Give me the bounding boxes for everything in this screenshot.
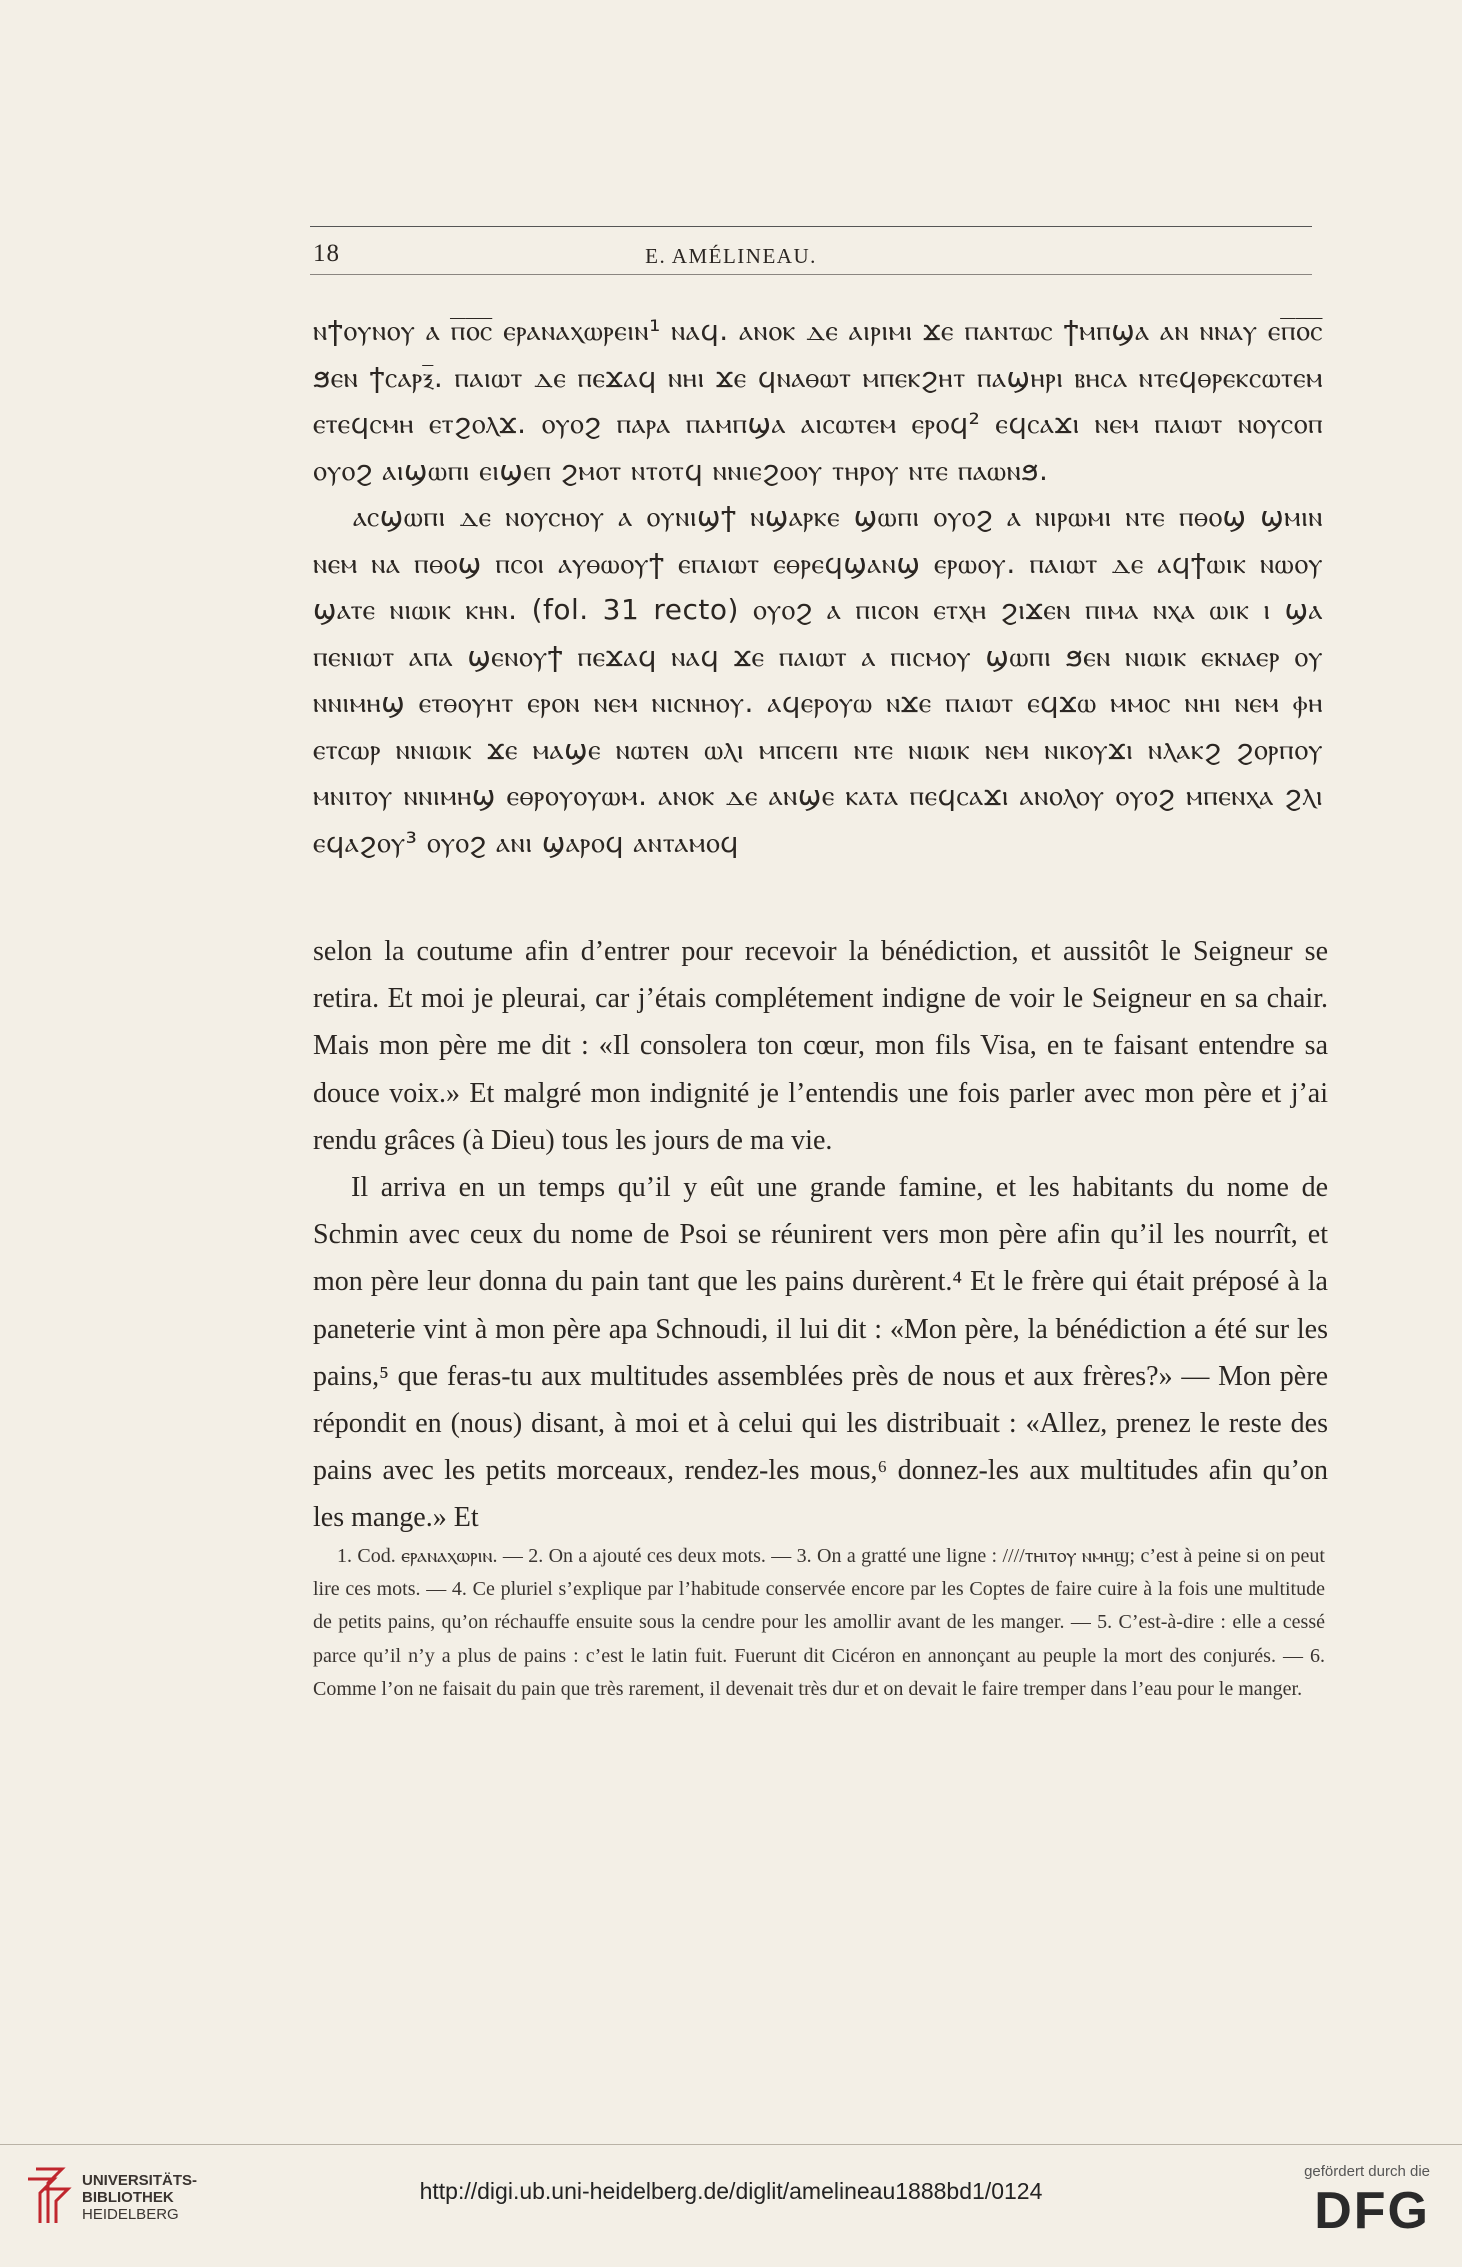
library-name-line-3: HEIDELBERG bbox=[82, 2206, 179, 2223]
top-rule bbox=[310, 226, 1312, 227]
dfg-logo[interactable]: DFG bbox=[1314, 2182, 1430, 2240]
footer-rule bbox=[0, 2144, 1462, 2145]
header-rule bbox=[310, 274, 1312, 275]
footer-bar bbox=[0, 2145, 1462, 2267]
funded-by-label: gefördert durch die bbox=[1304, 2163, 1430, 2180]
french-translation-block bbox=[313, 928, 1328, 1542]
page-number: 18 bbox=[313, 240, 340, 267]
running-title: E. AMÉLINEAU. bbox=[645, 244, 817, 268]
coptic-paragraph-1: ⲛϯⲟⲩⲛⲟⲩ ⲁ ⲡ̅ⲟ̅ⲥ̅ ⲉⲣⲁⲛⲁⲭⲱⲣⲉⲓⲛ¹ ⲛⲁϥ. ⲁⲛⲟⲕ ⲇⲉ ⲁⲓⲣⲓⲙⲓ ϫⲉ ⲡⲁⲛⲧⲱⲥ ϯⲙⲡϣⲁ ⲁⲛ ⲛⲛⲁⲩ ⲉⲡ̅ⲟ̅ⲥ̅ ϧⲉⲛ ϯⲥⲁⲣⲝ̅. ⲡⲁⲓⲱⲧ ⲇⲉ ⲡⲉϫⲁϥ ⲛⲏⲓ ϫⲉ ϥⲛⲁⲑⲱⲧ ⲙⲡⲉⲕϩⲏⲧ ⲡⲁϣⲏⲣⲓ ⲃⲏⲥⲁ ⲛⲧⲉϥⲑⲣⲉⲕⲥⲱⲧⲉⲙ ⲉⲧⲉϥⲥⲙⲏ ⲉⲧϩⲟⲗϫ. ⲟⲩⲟϩ ⲡⲁⲣⲁ ⲡⲁⲙⲡϣⲁ ⲁⲓⲥⲱⲧⲉⲙ ⲉⲣⲟϥ² ⲉϥⲥⲁϫⲓ ⲛⲉⲙ ⲡⲁⲓⲱⲧ ⲛⲟⲩⲥⲟⲡ ⲟⲩⲟϩ ⲁⲓϣⲱⲡⲓ ⲉⲓϣⲉⲡ ϩⲙⲟⲧ ⲛⲧⲟⲧϥ ⲛⲛⲓⲉϩⲟⲟⲩ ⲧⲏⲣⲟⲩ ⲛⲧⲉ ⲡⲁⲱⲛϧ. bbox=[313, 314, 1323, 487]
footnotes bbox=[313, 1540, 1325, 1706]
french-paragraph-1: selon la coutume afin d’entrer pour recevoir la bénédiction, et aussitôt le Seigneur se retira. Et moi je pleurai, car j’étais complétement indigne de voir le Seigneur en sa chair. Mais mon père me dit : «Il consolera ton cœur, mon fils Visa, en te faisant entendre sa douce voix.» Et malgré mon indignité je l’entendis une fois parler avec mon père et j’ai rendu grâces (à Dieu) tous les jours de ma vie. bbox=[313, 936, 1328, 1156]
library-name-line-1: UNIVERSITÄTS- bbox=[82, 2172, 198, 2189]
coptic-text-block bbox=[313, 308, 1323, 866]
footnotes-text: 1. Cod. ⲉⲣⲁⲛⲁⲭⲱⲣⲓⲛ. — 2. On a ajouté ces deux mots. — 3. On a gratté une ligne : ////ⲧⲏⲓⲧⲟⲩ ⲛⲙⲏϣ; c’est à peine si on peut lire ces mots. — 4. Ce pluriel s’explique par l’habitude conservée encore par les Coptes de faire cuire à la fois une multitude de petits pains, qu’on réchauffe ensuite sous la cendre pour les amollir avant de les manger. — 5. C’est-à-dire : elle a cessé parce qu’il n’y a plus de pains : c’est le latin fuit. Fuerunt dit Cicéron en annonçant au peuple la mort des conjurés. — 6. Comme l’on ne faisait du pain que très rarement, il devenait très dur et on devait le faire tremper dans l’eau pour le manger. bbox=[313, 1545, 1325, 1700]
library-name-line-2: BIBLIOTHEK bbox=[82, 2189, 174, 2206]
coptic-paragraph-2: ⲁⲥϣⲱⲡⲓ ⲇⲉ ⲛⲟⲩⲥⲏⲟⲩ ⲁ ⲟⲩⲛⲓϣϯ ⲛϣⲁⲣⲕⲉ ϣⲱⲡⲓ ⲟⲩⲟϩ ⲁ ⲛⲓⲣⲱⲙⲓ ⲛⲧⲉ ⲡⲑⲟϣ ϣⲙⲓⲛ ⲛⲉⲙ ⲛⲁ ⲡⲑⲟϣ ⲡⲥⲟⲓ ⲁⲩⲑⲱⲟⲩϯ ⲉⲡⲁⲓⲱⲧ ⲉⲑⲣⲉϥϣⲁⲛϣ ⲉⲣⲱⲟⲩ. ⲡⲁⲓⲱⲧ ⲇⲉ ⲁϥϯⲱⲓⲕ ⲛⲱⲟⲩ ϣⲁⲧⲉ ⲛⲓⲱⲓⲕ ⲕⲏⲛ. (fol. 31 recto) ⲟⲩⲟϩ ⲁ ⲡⲓⲥⲟⲛ ⲉⲧⲭⲏ ϩⲓϫⲉⲛ ⲡⲓⲙⲁ ⲛⲭⲁ ⲱⲓⲕ ⲓ ϣⲁ ⲡⲉⲛⲓⲱⲧ ⲁⲡⲁ ϣⲉⲛⲟⲩϯ ⲡⲉϫⲁϥ ⲛⲁϥ ϫⲉ ⲡⲁⲓⲱⲧ ⲁ ⲡⲓⲥⲙⲟⲩ ϣⲱⲡⲓ ϧⲉⲛ ⲛⲓⲱⲓⲕ ⲉⲕⲛⲁⲉⲣ ⲟⲩ ⲛⲛⲓⲙⲏϣ ⲉⲧⲑⲟⲩⲏⲧ ⲉⲣⲟⲛ ⲛⲉⲙ ⲛⲓⲥⲛⲏⲟⲩ. ⲁϥⲉⲣⲟⲩⲱ ⲛϫⲉ ⲡⲁⲓⲱⲧ ⲉϥϫⲱ ⲙⲙⲟⲥ ⲛⲏⲓ ⲛⲉⲙ ⲫⲏ ⲉⲧⲥⲱⲣ ⲛⲛⲓⲱⲓⲕ ϫⲉ ⲙⲁϣⲉ ⲛⲱⲧⲉⲛ ⲱⲗⲓ ⲙⲡⲥⲉⲡⲓ ⲛⲧⲉ ⲛⲓⲱⲓⲕ ⲛⲉⲙ ⲛⲓⲕⲟⲩϫⲓ ⲛⲗⲁⲕϩ ϩⲟⲣⲡⲟⲩ ⲙⲛⲓⲧⲟⲩ ⲛⲛⲓⲙⲏϣ ⲉⲑⲣⲟⲩⲟⲩⲱⲙ. ⲁⲛⲟⲕ ⲇⲉ ⲁⲛϣⲉ ⲕⲁⲧⲁ ⲡⲉϥⲥⲁϫⲓ ⲁⲛⲟⲗⲟⲩ ⲟⲩⲟϩ ⲙⲡⲉⲛⲭⲁ ϩⲗⲓ ⲉϥⲁϩⲟⲩ³ ⲟⲩⲟϩ ⲁⲛⲓ ϣⲁⲣⲟϥ ⲁⲛⲧⲁⲙⲟϥ bbox=[313, 500, 1323, 859]
french-paragraph-2: Il arriva en un temps qu’il y eût une grande famine, et les habitants du nome de Schmin avec ceux du nome de Psoi se réunirent vers mon père afin qu’il les nourrît, et mon père leur donna du pain tant que les pains durèrent.⁴ Et le frère qui était préposé à la paneterie vint à mon père apa Schnoudi, il lui dit : «Mon père, la bénédiction a été sur les pains,⁵ que feras-tu aux multitudes assemblées près de nous et aux frères?» — Mon père répondit en (nous) disant, à moi et à celui qui les distribuait : «Allez, prenez le reste des pains avec les petits morceaux, rendez-les mous,⁶ donnez-les aux multitudes afin qu’on les mange.» Et bbox=[313, 1172, 1328, 1534]
permalink-url[interactable]: http://digi.ub.uni-heidelberg.de/diglit/amelineau1888bd1/0124 bbox=[419, 2178, 1043, 2204]
